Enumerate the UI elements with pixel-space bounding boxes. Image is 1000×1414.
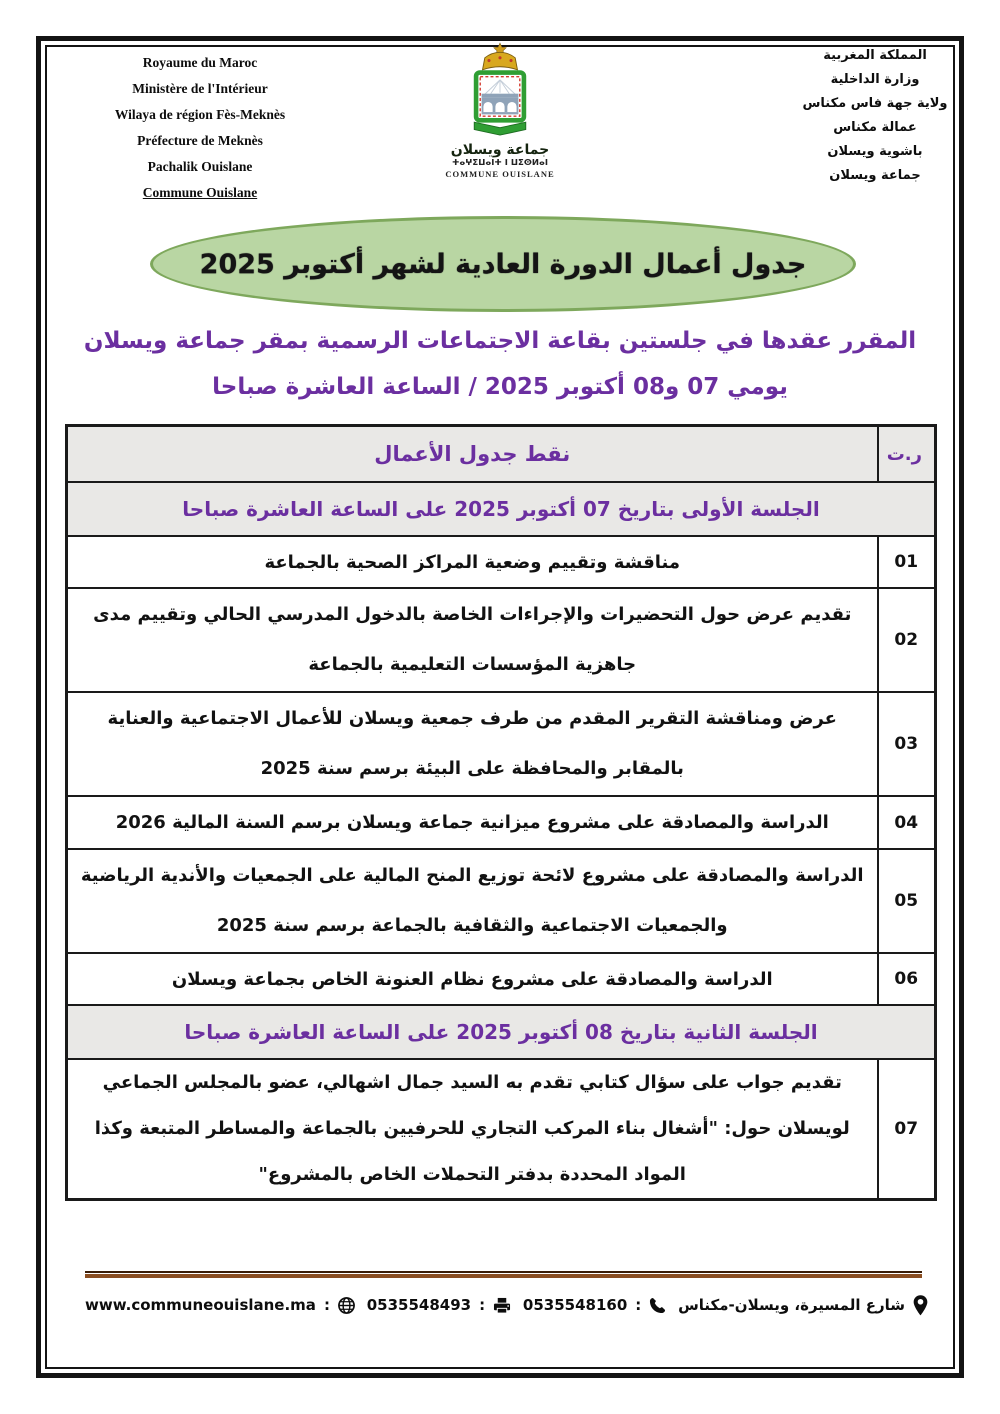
column-header-items: نقط جدول الأعمال — [67, 426, 878, 483]
row-text: تقديم جواب على سؤال كتابي تقدم به السيد جمال اشهالي، عضو بالمجلس الجماعي لويسلان حول: "أشغال بناء المركب التجاري للحرفيين بالجماعة والمساطر المتبعة وكذا المواد المحددة بدفتر التحملات الخاص بالمشروع" — [67, 1059, 878, 1200]
footer-website — [85, 1296, 355, 1314]
header-line-pachalik-ar: باشوية ويسلان — [827, 144, 923, 159]
header-line-wilaya: Wilaya de région Fès-Meknès — [114, 107, 286, 122]
logo-tifinagh-name: ⵜⴰⵖⵉⵡⴰⵏⵜ ⵏ ⵡⵉⵙⵍⴰⵏ — [451, 158, 548, 168]
row-number: 04 — [878, 796, 936, 849]
fax-icon — [493, 1297, 511, 1314]
header-line-prefecture: Préfecture de Meknès — [137, 133, 263, 148]
table-row — [67, 1059, 936, 1200]
row-number: 03 — [878, 692, 936, 796]
table-row — [67, 796, 936, 849]
table-row — [67, 953, 936, 1005]
header-line-ministry-ar: وزارة الداخلية — [830, 72, 920, 87]
row-text: مناقشة وتقييم وضعية المراكز الصحية بالجماعة — [67, 536, 878, 588]
row-text: الدراسة والمصادقة على مشروع لائحة توزيع المنح المالية على الجمعيات والأندية الرياضية والجمعيات الاجتماعية والثقافية بالجماعة برسم سنة 2025 — [67, 849, 878, 953]
location-pin-icon — [913, 1295, 928, 1316]
commune-logo — [435, 42, 565, 180]
logo-arabic-name: جماعة ويسلان — [450, 142, 550, 158]
subtitle-line1: المقرر عقدها في جلستين بقاعة الاجتماعات الرسمية بمقر جماعة ويسلان — [83, 328, 917, 354]
footer-phone-number: 0535548160 — [522, 1296, 628, 1314]
phone-icon — [649, 1297, 666, 1314]
header-french-block — [60, 50, 340, 206]
header-line-ministry: Ministère de l'Intérieur — [132, 81, 268, 96]
column-header-number: ر.ت — [878, 426, 936, 483]
logo-latin-name: COMMUNE OUISLANE — [445, 169, 555, 179]
footer-divider — [85, 1271, 922, 1278]
footer-website-url: www.communeouislane.ma — [85, 1296, 316, 1314]
header-line-commune: Commune Ouislane — [142, 185, 258, 200]
row-number: 06 — [878, 953, 936, 1005]
header-arabic-block — [780, 44, 970, 188]
footer-separator: : — [323, 1296, 330, 1314]
footer-phone — [523, 1296, 666, 1314]
row-text: تقديم عرض حول التحضيرات والإجراءات الخاصة بالدخول المدرسي الحالي وتقييم مدى جاهزية المؤسسات التعليمية بالجماعة — [67, 588, 878, 692]
page-title: جدول أعمال الدورة العادية لشهر أكتوبر 2025 — [199, 248, 807, 280]
session2-header-row — [67, 1005, 936, 1059]
globe-icon — [338, 1297, 355, 1314]
row-text: الدراسة والمصادقة على مشروع ميزانية جماعة ويسلان برسم السنة المالية 2026 — [67, 796, 878, 849]
footer-fax-number: 0535548493 — [366, 1296, 472, 1314]
table-row — [67, 692, 936, 796]
subtitle-block — [80, 318, 920, 410]
row-text: الدراسة والمصادقة على مشروع نظام العنونة الخاص بجماعة ويسلان — [67, 953, 878, 1005]
header-line-kingdom: Royaume du Maroc — [142, 55, 258, 70]
footer-separator: : — [635, 1296, 642, 1314]
footer-address-text: شارع المسيرة، ويسلان-مكناس — [678, 1296, 905, 1314]
agenda-table — [65, 424, 937, 1201]
row-number: 02 — [878, 588, 936, 692]
subtitle-line2: يومي 07 و08 أكتوبر 2025 / الساعة العاشرة صباحا — [212, 374, 788, 400]
table-row — [67, 536, 936, 588]
header-line-wilaya-ar: ولاية جهة فاس مكناس — [802, 96, 948, 111]
session1-title: الجلسة الأولى بتاريخ 07 أكتوبر 2025 على الساعة العاشرة صباحا — [67, 482, 936, 536]
session2-title: الجلسة الثانية بتاريخ 08 أكتوبر 2025 على الساعة العاشرة صباحا — [67, 1005, 936, 1059]
row-number: 01 — [878, 536, 936, 588]
row-number: 05 — [878, 849, 936, 953]
header-line-kingdom-ar: المملكة المغربية — [823, 48, 927, 63]
footer-fax — [367, 1296, 511, 1314]
table-row — [67, 849, 936, 953]
session1-header-row — [67, 482, 936, 536]
title-banner — [150, 216, 856, 312]
footer-separator: : — [479, 1296, 486, 1314]
header-line-prefecture-ar: عمالة مكناس — [833, 120, 917, 135]
footer-contact-bar — [85, 1287, 928, 1323]
crest-icon — [454, 42, 546, 138]
table-header-row — [67, 426, 936, 483]
footer-address — [678, 1295, 928, 1316]
header-line-pachalik: Pachalik Ouislane — [147, 159, 253, 174]
table-row — [67, 588, 936, 692]
header-line-commune-ar: جماعة ويسلان — [829, 168, 921, 183]
row-text: عرض ومناقشة التقرير المقدم من طرف جمعية ويسلان للأعمال الاجتماعية والعناية بالمقابر والمحافظة على البيئة برسم سنة 2025 — [67, 692, 878, 796]
row-number: 07 — [878, 1059, 936, 1200]
